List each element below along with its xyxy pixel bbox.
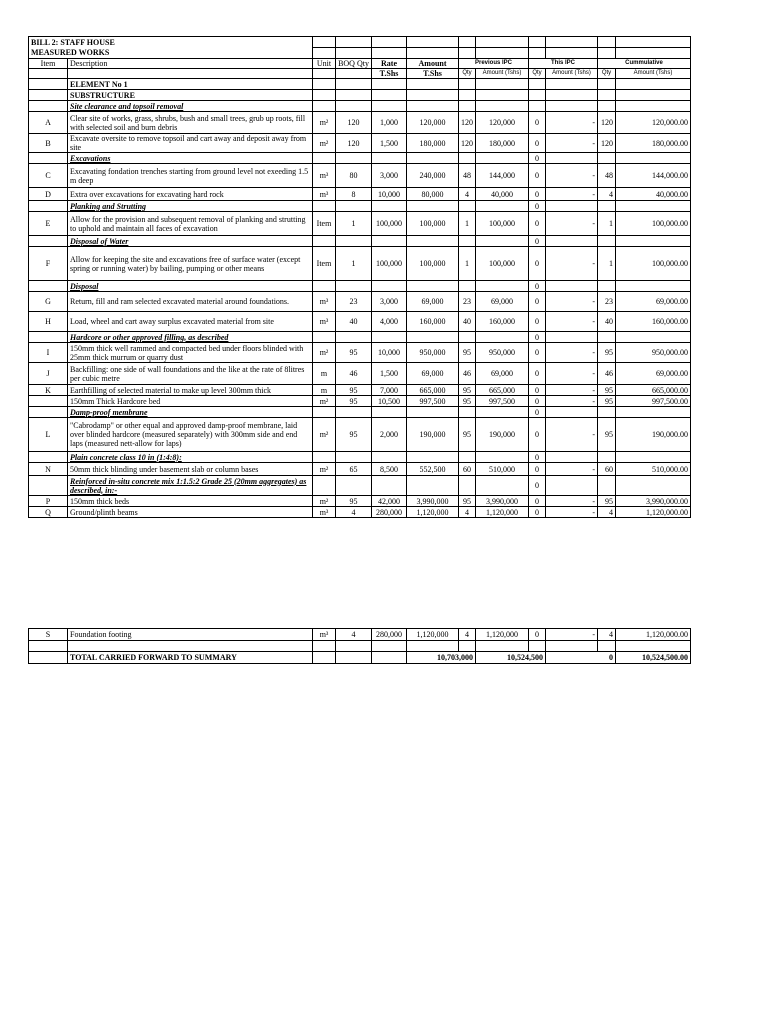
prev-qty: 4 bbox=[459, 629, 476, 641]
item-rate: 2,000 bbox=[372, 418, 407, 452]
cum-qty: 1 bbox=[598, 212, 616, 236]
this-amount: - bbox=[546, 629, 598, 641]
table-row bbox=[29, 247, 691, 281]
this-amount: - bbox=[546, 396, 598, 407]
element-title: ELEMENT No 1 bbox=[68, 79, 313, 90]
cum-qty: 4 bbox=[598, 188, 616, 201]
cum-amount: 180,000.00 bbox=[616, 134, 691, 153]
this-amount: - bbox=[546, 134, 598, 153]
cum-amount: 160,000.00 bbox=[616, 312, 691, 332]
item-qty: 120 bbox=[336, 112, 372, 134]
section-heading: Excavations bbox=[68, 153, 313, 164]
item-amount: 190,000 bbox=[407, 418, 459, 452]
this-qty: 0 bbox=[529, 363, 546, 385]
this-qty: 0 bbox=[529, 201, 546, 212]
item-description: Excavate oversite to remove topsoil and cart away and deposit away from site bbox=[68, 134, 313, 153]
col-amount-header: Amount bbox=[407, 59, 459, 69]
prev-qty: 120 bbox=[459, 134, 476, 153]
this-qty: 0 bbox=[529, 463, 546, 476]
total-cumulative: 10,524,500.00 bbox=[616, 652, 691, 664]
prev-amount: 120,000 bbox=[476, 112, 529, 134]
cumulative-header: Cummulative bbox=[598, 59, 691, 69]
item-qty: 23 bbox=[336, 292, 372, 312]
item-unit: m² bbox=[313, 112, 336, 134]
item-amount: 160,000 bbox=[407, 312, 459, 332]
cum-amount-header: Amount (Tshs) bbox=[616, 69, 691, 79]
col-unit-header: Unit bbox=[313, 59, 336, 69]
this-amount: - bbox=[546, 112, 598, 134]
this-qty: 0 bbox=[529, 343, 546, 363]
item-unit: m² bbox=[313, 343, 336, 363]
prev-qty: 1 bbox=[459, 247, 476, 281]
prev-amount: 1,120,000 bbox=[476, 629, 529, 641]
item-rate: 4,000 bbox=[372, 312, 407, 332]
prev-qty: 23 bbox=[459, 292, 476, 312]
item-description: 50mm thick blinding under basement slab or column bases bbox=[68, 463, 313, 476]
this-qty bbox=[529, 101, 546, 112]
item-amount: 180,000 bbox=[407, 134, 459, 153]
item-amount: 552,500 bbox=[407, 463, 459, 476]
section-heading-row bbox=[29, 452, 691, 463]
cum-qty-header: Qty bbox=[598, 69, 616, 79]
prev-amount: 100,000 bbox=[476, 212, 529, 236]
cum-amount: 3,990,000.00 bbox=[616, 496, 691, 507]
this-qty: 0 bbox=[529, 418, 546, 452]
this-amount: - bbox=[546, 247, 598, 281]
prev-qty: 46 bbox=[459, 363, 476, 385]
item-amount: 100,000 bbox=[407, 212, 459, 236]
prev-amount: 100,000 bbox=[476, 247, 529, 281]
this-qty: 0 bbox=[529, 312, 546, 332]
table-row bbox=[29, 188, 691, 201]
this-qty: 0 bbox=[529, 112, 546, 134]
this-qty: 0 bbox=[529, 247, 546, 281]
this-qty: 0 bbox=[529, 281, 546, 292]
this-qty: 0 bbox=[529, 396, 546, 407]
table-row bbox=[29, 112, 691, 134]
item-rate: 7,000 bbox=[372, 385, 407, 396]
this-qty-header: Qty bbox=[529, 69, 546, 79]
this-qty: 0 bbox=[529, 153, 546, 164]
prev-qty: 40 bbox=[459, 312, 476, 332]
prev-qty: 95 bbox=[459, 385, 476, 396]
this-ipc-header: This IPC bbox=[529, 59, 598, 69]
item-description: Clear site of works, grass, shrubs, bush and small trees, grub up roots, fill with selected soil and burn debris bbox=[68, 112, 313, 134]
item-qty: 80 bbox=[336, 164, 372, 188]
col-rate-header: Rate bbox=[372, 59, 407, 69]
col-description-header: Description bbox=[68, 59, 313, 69]
section-heading-row bbox=[29, 332, 691, 343]
cum-qty: 1 bbox=[598, 247, 616, 281]
this-amount: - bbox=[546, 164, 598, 188]
item-amount: 69,000 bbox=[407, 292, 459, 312]
total-label: TOTAL CARRIED FORWARD TO SUMMARY bbox=[68, 652, 313, 664]
cum-qty: 23 bbox=[598, 292, 616, 312]
item-code: N bbox=[29, 463, 68, 476]
prev-amount: 665,000 bbox=[476, 385, 529, 396]
item-qty: 1 bbox=[336, 212, 372, 236]
this-qty: 0 bbox=[529, 407, 546, 418]
item-qty: 120 bbox=[336, 134, 372, 153]
item-rate: 10,000 bbox=[372, 188, 407, 201]
section-heading: Reinforced in-situ concrete mix 1:1.5:2 Grade 25 (20mm aggregates) as described, in:- bbox=[68, 476, 313, 496]
item-amount: 665,000 bbox=[407, 385, 459, 396]
cum-amount: 997,500.00 bbox=[616, 396, 691, 407]
cum-qty: 60 bbox=[598, 463, 616, 476]
item-unit: m³ bbox=[313, 629, 336, 641]
this-amount: - bbox=[546, 312, 598, 332]
boq-footer-table bbox=[28, 628, 691, 664]
this-qty: 0 bbox=[529, 292, 546, 312]
section-heading: Disposal of Water bbox=[68, 236, 313, 247]
item-unit: m² bbox=[313, 396, 336, 407]
item-amount: 69,000 bbox=[407, 363, 459, 385]
prev-amount: 950,000 bbox=[476, 343, 529, 363]
item-description: Return, fill and ram selected excavated material around foundations. bbox=[68, 292, 313, 312]
item-rate: 10,000 bbox=[372, 343, 407, 363]
cum-amount: 950,000.00 bbox=[616, 343, 691, 363]
item-description: Extra over excavations for excavating hard rock bbox=[68, 188, 313, 201]
item-qty: 4 bbox=[336, 507, 372, 518]
this-amount: - bbox=[546, 292, 598, 312]
prev-qty: 95 bbox=[459, 396, 476, 407]
this-qty: 0 bbox=[529, 476, 546, 496]
cum-qty: 48 bbox=[598, 164, 616, 188]
cum-amount: 1,120,000.00 bbox=[616, 507, 691, 518]
table-row bbox=[29, 507, 691, 518]
item-qty: 95 bbox=[336, 396, 372, 407]
item-code: E bbox=[29, 212, 68, 236]
prev-qty: 1 bbox=[459, 212, 476, 236]
item-code: C bbox=[29, 164, 68, 188]
item-unit: m³ bbox=[313, 312, 336, 332]
cum-qty: 120 bbox=[598, 134, 616, 153]
rate-unit: T.Shs bbox=[372, 69, 407, 79]
cum-qty: 95 bbox=[598, 343, 616, 363]
prev-amount: 510,000 bbox=[476, 463, 529, 476]
this-qty: 0 bbox=[529, 385, 546, 396]
item-description: Allow for keeping the site and excavations free of surface water (except spring or running water) by bailing, pumping or other means bbox=[68, 247, 313, 281]
section-heading: Damp-proof membrane bbox=[68, 407, 313, 418]
item-rate: 1,500 bbox=[372, 134, 407, 153]
measured-works-title: MEASURED WORKS bbox=[29, 48, 313, 59]
item-code: J bbox=[29, 363, 68, 385]
item-description: Foundation footing bbox=[68, 629, 313, 641]
item-amount: 120,000 bbox=[407, 112, 459, 134]
cum-amount: 69,000.00 bbox=[616, 363, 691, 385]
item-description: "Cabrodamp" or other equal and approved damp-proof membrane, laid over blinded hardcore (measured separately) with 300mm side and end laps (measured nett-allow for laps) bbox=[68, 418, 313, 452]
substructure-row bbox=[29, 90, 691, 101]
item-qty: 95 bbox=[336, 496, 372, 507]
this-amount-header: Amount (Tshs) bbox=[546, 69, 598, 79]
this-qty: 0 bbox=[529, 212, 546, 236]
cum-amount: 69,000.00 bbox=[616, 292, 691, 312]
cum-qty: 95 bbox=[598, 496, 616, 507]
table-row bbox=[29, 385, 691, 396]
item-amount: 997,500 bbox=[407, 396, 459, 407]
item-unit: m³ bbox=[313, 164, 336, 188]
this-amount: - bbox=[546, 385, 598, 396]
item-unit: m³ bbox=[313, 292, 336, 312]
item-code bbox=[29, 396, 68, 407]
prev-qty: 95 bbox=[459, 343, 476, 363]
item-code: P bbox=[29, 496, 68, 507]
cum-amount: 100,000.00 bbox=[616, 212, 691, 236]
this-amount: - bbox=[546, 363, 598, 385]
substructure-title: SUBSTRUCTURE bbox=[68, 90, 313, 101]
total-amount: 10,703,000 bbox=[407, 652, 476, 664]
this-amount: - bbox=[546, 507, 598, 518]
prev-qty: 4 bbox=[459, 507, 476, 518]
item-qty: 95 bbox=[336, 385, 372, 396]
section-heading-row bbox=[29, 201, 691, 212]
item-rate: 100,000 bbox=[372, 212, 407, 236]
section-heading: Hardcore or other approved filling, as described bbox=[68, 332, 313, 343]
item-description: 150mm thick beds bbox=[68, 496, 313, 507]
this-qty: 0 bbox=[529, 188, 546, 201]
table-row bbox=[29, 396, 691, 407]
prev-amount: 160,000 bbox=[476, 312, 529, 332]
amount-unit: T.Shs bbox=[407, 69, 459, 79]
section-heading-row bbox=[29, 281, 691, 292]
this-qty: 0 bbox=[529, 452, 546, 463]
this-amount: - bbox=[546, 188, 598, 201]
item-rate: 3,000 bbox=[372, 292, 407, 312]
item-rate: 280,000 bbox=[372, 629, 407, 641]
prev-amount-header: Amount (Tshs) bbox=[476, 69, 529, 79]
this-qty: 0 bbox=[529, 134, 546, 153]
col-boq-qty-header: BOQ Qty bbox=[336, 59, 372, 69]
sub-header-row bbox=[29, 69, 691, 79]
item-qty: 65 bbox=[336, 463, 372, 476]
total-row bbox=[29, 652, 691, 664]
prev-amount: 180,000 bbox=[476, 134, 529, 153]
item-code: I bbox=[29, 343, 68, 363]
item-amount: 950,000 bbox=[407, 343, 459, 363]
item-code: D bbox=[29, 188, 68, 201]
prev-amount: 69,000 bbox=[476, 363, 529, 385]
cum-qty: 46 bbox=[598, 363, 616, 385]
this-qty: 0 bbox=[529, 507, 546, 518]
item-unit: m³ bbox=[313, 507, 336, 518]
cum-qty: 95 bbox=[598, 385, 616, 396]
item-code: A bbox=[29, 112, 68, 134]
section-heading: Planking and Strutting bbox=[68, 201, 313, 212]
total-previous: 10,524,500 bbox=[476, 652, 546, 664]
item-amount: 240,000 bbox=[407, 164, 459, 188]
prev-amount: 144,000 bbox=[476, 164, 529, 188]
section-heading: Disposal bbox=[68, 281, 313, 292]
item-unit: m² bbox=[313, 496, 336, 507]
cum-amount: 144,000.00 bbox=[616, 164, 691, 188]
this-qty: 0 bbox=[529, 236, 546, 247]
section-heading-row bbox=[29, 236, 691, 247]
item-description: Load, wheel and cart away surplus excavated material from site bbox=[68, 312, 313, 332]
item-description: Excavating fondation trenches starting from ground level not exeeding 1.5 m deep bbox=[68, 164, 313, 188]
table-row bbox=[29, 312, 691, 332]
section-heading-row bbox=[29, 407, 691, 418]
item-rate: 1,000 bbox=[372, 112, 407, 134]
this-amount: - bbox=[546, 212, 598, 236]
cum-amount: 100,000.00 bbox=[616, 247, 691, 281]
this-qty: 0 bbox=[529, 629, 546, 641]
bill-title: BILL 2: STAFF HOUSE bbox=[29, 37, 313, 48]
item-description: 150mm thick well rammed and compacted bed under floors blinded with 25mm thick murrum or quarry dust bbox=[68, 343, 313, 363]
item-description: Ground/plinth beams bbox=[68, 507, 313, 518]
item-rate: 1,500 bbox=[372, 363, 407, 385]
section-heading-row bbox=[29, 153, 691, 164]
item-rate: 42,000 bbox=[372, 496, 407, 507]
item-amount: 100,000 bbox=[407, 247, 459, 281]
col-item-header: Item bbox=[29, 59, 68, 69]
section-heading: Plain concrete class 10 in (1:4:8): bbox=[68, 452, 313, 463]
item-amount: 80,000 bbox=[407, 188, 459, 201]
item-qty: 8 bbox=[336, 188, 372, 201]
cum-qty: 4 bbox=[598, 629, 616, 641]
prev-amount: 40,000 bbox=[476, 188, 529, 201]
this-amount: - bbox=[546, 496, 598, 507]
item-rate: 280,000 bbox=[372, 507, 407, 518]
prev-qty: 120 bbox=[459, 112, 476, 134]
prev-qty: 4 bbox=[459, 188, 476, 201]
prev-qty-header: Qty bbox=[459, 69, 476, 79]
table-row bbox=[29, 134, 691, 153]
item-qty: 4 bbox=[336, 629, 372, 641]
prev-qty: 60 bbox=[459, 463, 476, 476]
item-code: S bbox=[29, 629, 68, 641]
table-row bbox=[29, 363, 691, 385]
item-qty: 95 bbox=[336, 418, 372, 452]
cum-qty: 4 bbox=[598, 507, 616, 518]
item-unit: m² bbox=[313, 418, 336, 452]
item-amount: 3,990,000 bbox=[407, 496, 459, 507]
table-row bbox=[29, 629, 691, 641]
table-row bbox=[29, 212, 691, 236]
prev-amount: 3,990,000 bbox=[476, 496, 529, 507]
item-unit: Item bbox=[313, 247, 336, 281]
item-code: H bbox=[29, 312, 68, 332]
boq-table bbox=[28, 36, 691, 518]
prev-amount: 997,500 bbox=[476, 396, 529, 407]
cum-amount: 120,000.00 bbox=[616, 112, 691, 134]
element-row bbox=[29, 79, 691, 90]
table-row bbox=[29, 292, 691, 312]
item-code: Q bbox=[29, 507, 68, 518]
item-unit: m bbox=[313, 363, 336, 385]
item-code: B bbox=[29, 134, 68, 153]
cum-qty: 95 bbox=[598, 396, 616, 407]
table-row bbox=[29, 463, 691, 476]
cum-amount: 510,000.00 bbox=[616, 463, 691, 476]
item-code: K bbox=[29, 385, 68, 396]
item-qty: 40 bbox=[336, 312, 372, 332]
cum-qty: 120 bbox=[598, 112, 616, 134]
total-this: 0 bbox=[546, 652, 616, 664]
this-amount: - bbox=[546, 418, 598, 452]
item-unit: m³ bbox=[313, 188, 336, 201]
prev-qty: 48 bbox=[459, 164, 476, 188]
item-description: Earthfilling of selected material to make up level 300mm thick bbox=[68, 385, 313, 396]
table-row bbox=[29, 496, 691, 507]
item-rate: 8,500 bbox=[372, 463, 407, 476]
spacer-row bbox=[29, 641, 691, 652]
prev-qty: 95 bbox=[459, 496, 476, 507]
item-code: F bbox=[29, 247, 68, 281]
column-header-row bbox=[29, 59, 691, 69]
previous-ipc-header: Previous IPC bbox=[459, 59, 529, 69]
item-rate: 3,000 bbox=[372, 164, 407, 188]
item-unit: Item bbox=[313, 212, 336, 236]
item-code: G bbox=[29, 292, 68, 312]
this-amount: - bbox=[546, 463, 598, 476]
table-row bbox=[29, 418, 691, 452]
item-description: Backfilling: one side of wall foundations and the like at the rate of 8litres per cubic metre bbox=[68, 363, 313, 385]
cum-amount: 190,000.00 bbox=[616, 418, 691, 452]
table-row bbox=[29, 343, 691, 363]
item-qty: 46 bbox=[336, 363, 372, 385]
item-rate: 100,000 bbox=[372, 247, 407, 281]
bill-title-row bbox=[29, 37, 691, 48]
this-amount: - bbox=[546, 343, 598, 363]
item-code: L bbox=[29, 418, 68, 452]
section-heading-row bbox=[29, 101, 691, 112]
prev-amount: 190,000 bbox=[476, 418, 529, 452]
prev-amount: 1,120,000 bbox=[476, 507, 529, 518]
item-unit: m bbox=[313, 385, 336, 396]
item-unit: m² bbox=[313, 134, 336, 153]
item-qty: 95 bbox=[336, 343, 372, 363]
item-qty: 1 bbox=[336, 247, 372, 281]
cum-amount: 1,120,000.00 bbox=[616, 629, 691, 641]
item-unit: m² bbox=[313, 463, 336, 476]
this-qty: 0 bbox=[529, 164, 546, 188]
section-heading: Site clearance and topsoil removal bbox=[68, 101, 313, 112]
cum-amount: 40,000.00 bbox=[616, 188, 691, 201]
section-heading-row bbox=[29, 476, 691, 496]
cum-amount: 665,000.00 bbox=[616, 385, 691, 396]
this-qty: 0 bbox=[529, 332, 546, 343]
cum-qty: 95 bbox=[598, 418, 616, 452]
item-description: Allow for the provision and subsequent removal of planking and strutting to uphold and maintain all faces of excavation bbox=[68, 212, 313, 236]
cum-qty: 40 bbox=[598, 312, 616, 332]
item-amount: 1,120,000 bbox=[407, 507, 459, 518]
this-qty: 0 bbox=[529, 496, 546, 507]
item-amount: 1,120,000 bbox=[407, 629, 459, 641]
prev-qty: 95 bbox=[459, 418, 476, 452]
item-description: 150mm Thick Hardcore bed bbox=[68, 396, 313, 407]
prev-amount: 69,000 bbox=[476, 292, 529, 312]
table-row bbox=[29, 164, 691, 188]
measured-works-row bbox=[29, 48, 691, 59]
item-rate: 10,500 bbox=[372, 396, 407, 407]
